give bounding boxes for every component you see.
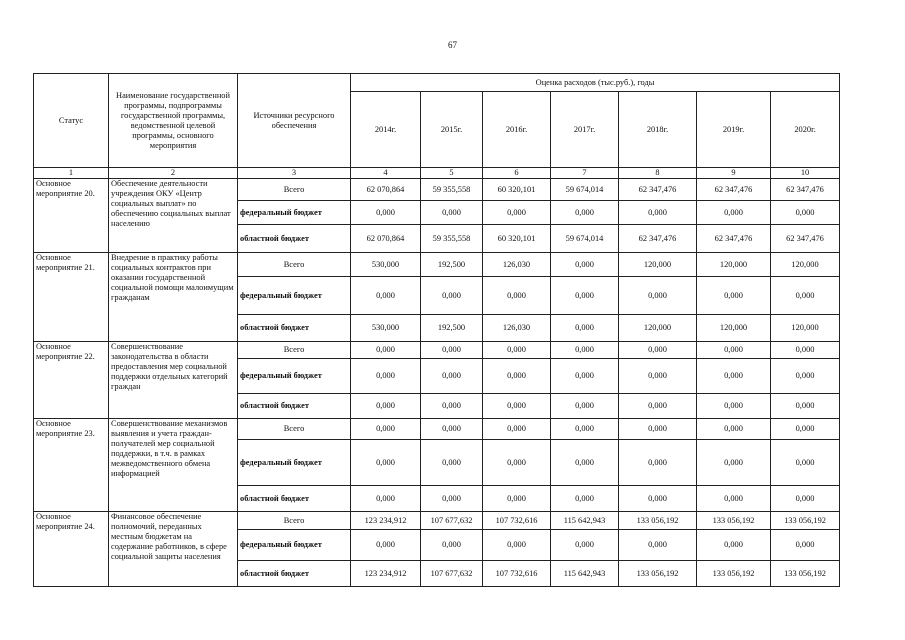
table-row: [34, 253, 840, 277]
value-cell: 0,000: [697, 394, 771, 419]
source-cell: федеральный бюджет: [238, 530, 351, 561]
value-cell: 107 677,632: [421, 561, 483, 587]
value-cell: 123 234,912: [351, 512, 421, 530]
source-cell: федеральный бюджет: [238, 277, 351, 315]
table-row: [34, 179, 840, 201]
header-year: 2017г.: [551, 92, 619, 168]
value-cell: 0,000: [697, 201, 771, 225]
status-cell: Основное мероприятие 24.: [34, 512, 109, 587]
table-row: [34, 342, 840, 359]
value-cell: 0,000: [771, 530, 840, 561]
value-cell: 0,000: [421, 201, 483, 225]
value-cell: 0,000: [619, 486, 697, 512]
value-cell: 0,000: [351, 486, 421, 512]
value-cell: 133 056,192: [697, 512, 771, 530]
value-cell: 0,000: [697, 342, 771, 359]
value-cell: 0,000: [697, 486, 771, 512]
value-cell: 530,000: [351, 253, 421, 277]
value-cell: 0,000: [551, 315, 619, 342]
value-cell: 0,000: [619, 201, 697, 225]
value-cell: 0,000: [619, 359, 697, 394]
value-cell: 0,000: [771, 277, 840, 315]
value-cell: 62 347,476: [697, 225, 771, 253]
value-cell: 0,000: [697, 359, 771, 394]
source-cell: федеральный бюджет: [238, 440, 351, 486]
value-cell: 120,000: [619, 315, 697, 342]
value-cell: 0,000: [771, 440, 840, 486]
value-cell: 192,500: [421, 253, 483, 277]
source-cell: областной бюджет: [238, 225, 351, 253]
measure-name-cell: Совершенствование законодательства в области предоставления мер социальной поддержки отдельных категорий граждан: [109, 342, 238, 419]
value-cell: 126,030: [483, 315, 551, 342]
value-cell: 0,000: [483, 359, 551, 394]
header-row: [34, 74, 840, 92]
value-cell: 115 642,943: [551, 512, 619, 530]
value-cell: 0,000: [551, 342, 619, 359]
source-cell: Всего: [238, 419, 351, 440]
measure-name-cell: Финансовое обеспечение полномочий, переданных местным бюджетам на содержание работников, в сфере социальной защиты населения: [109, 512, 238, 587]
header-estimate: Оценка расходов (тыс.руб.), годы: [351, 74, 840, 92]
value-cell: 133 056,192: [771, 512, 840, 530]
value-cell: 0,000: [483, 419, 551, 440]
value-cell: 0,000: [351, 530, 421, 561]
value-cell: 0,000: [619, 530, 697, 561]
value-cell: 120,000: [619, 253, 697, 277]
value-cell: 120,000: [771, 253, 840, 277]
value-cell: 0,000: [421, 530, 483, 561]
status-cell: Основное мероприятие 23.: [34, 419, 109, 512]
source-cell: областной бюджет: [238, 561, 351, 587]
source-cell: Всего: [238, 512, 351, 530]
value-cell: 133 056,192: [697, 561, 771, 587]
value-cell: 0,000: [771, 359, 840, 394]
table-row: [34, 419, 840, 440]
value-cell: 0,000: [351, 359, 421, 394]
expenditure-table: [33, 73, 840, 587]
header-year: 2015г.: [421, 92, 483, 168]
value-cell: 107 732,616: [483, 512, 551, 530]
value-cell: 0,000: [697, 530, 771, 561]
value-cell: 0,000: [551, 394, 619, 419]
source-cell: федеральный бюджет: [238, 201, 351, 225]
value-cell: 0,000: [771, 394, 840, 419]
value-cell: 0,000: [483, 530, 551, 561]
value-cell: 62 347,476: [619, 179, 697, 201]
value-cell: 60 320,101: [483, 179, 551, 201]
value-cell: 0,000: [697, 419, 771, 440]
column-number: 5: [421, 168, 483, 179]
value-cell: 0,000: [483, 440, 551, 486]
measure-name-cell: Совершенствование механизмов выявления и учета граждан-получателей мер социальной поддержки, в т.ч. в рамках межведомственного обмена информацией: [109, 419, 238, 512]
measure-name-cell: Обеспечение деятельности учреждения ОКУ «Центр социальных выплат» по обеспечению социальных выплат населению: [109, 179, 238, 253]
value-cell: 0,000: [421, 359, 483, 394]
value-cell: 192,500: [421, 315, 483, 342]
column-number: 2: [109, 168, 238, 179]
header-year: 2019г.: [697, 92, 771, 168]
source-cell: Всего: [238, 342, 351, 359]
value-cell: 0,000: [771, 419, 840, 440]
value-cell: 0,000: [619, 394, 697, 419]
value-cell: 0,000: [551, 359, 619, 394]
value-cell: 0,000: [551, 440, 619, 486]
value-cell: 0,000: [421, 277, 483, 315]
status-cell: Основное мероприятие 20.: [34, 179, 109, 253]
value-cell: 62 347,476: [771, 225, 840, 253]
column-number: 9: [697, 168, 771, 179]
value-cell: 0,000: [421, 440, 483, 486]
column-number: 6: [483, 168, 551, 179]
value-cell: 0,000: [551, 530, 619, 561]
status-cell: Основное мероприятие 22.: [34, 342, 109, 419]
value-cell: 123 234,912: [351, 561, 421, 587]
source-cell: областной бюджет: [238, 315, 351, 342]
value-cell: 0,000: [619, 277, 697, 315]
value-cell: 62 070,864: [351, 179, 421, 201]
value-cell: 126,030: [483, 253, 551, 277]
value-cell: 0,000: [697, 277, 771, 315]
value-cell: 0,000: [483, 394, 551, 419]
source-cell: областной бюджет: [238, 486, 351, 512]
value-cell: 0,000: [351, 342, 421, 359]
source-cell: областной бюджет: [238, 394, 351, 419]
value-cell: 62 347,476: [619, 225, 697, 253]
value-cell: 133 056,192: [771, 561, 840, 587]
column-number: 1: [34, 168, 109, 179]
value-cell: 0,000: [483, 342, 551, 359]
value-cell: 0,000: [421, 419, 483, 440]
value-cell: 0,000: [421, 394, 483, 419]
value-cell: 0,000: [771, 201, 840, 225]
value-cell: 59 674,014: [551, 225, 619, 253]
column-number: 3: [238, 168, 351, 179]
source-cell: Всего: [238, 179, 351, 201]
value-cell: 120,000: [697, 315, 771, 342]
value-cell: 0,000: [551, 486, 619, 512]
header-year: 2016г.: [483, 92, 551, 168]
value-cell: 120,000: [771, 315, 840, 342]
value-cell: 120,000: [697, 253, 771, 277]
value-cell: 60 320,101: [483, 225, 551, 253]
value-cell: 0,000: [551, 253, 619, 277]
source-cell: федеральный бюджет: [238, 359, 351, 394]
value-cell: 0,000: [771, 486, 840, 512]
column-number: 4: [351, 168, 421, 179]
value-cell: 62 347,476: [697, 179, 771, 201]
value-cell: 0,000: [351, 440, 421, 486]
column-number: 8: [619, 168, 697, 179]
value-cell: 530,000: [351, 315, 421, 342]
value-cell: 107 677,632: [421, 512, 483, 530]
value-cell: 0,000: [619, 440, 697, 486]
value-cell: 0,000: [551, 201, 619, 225]
value-cell: 0,000: [551, 419, 619, 440]
header-year: 2018г.: [619, 92, 697, 168]
value-cell: 115 642,943: [551, 561, 619, 587]
value-cell: 0,000: [697, 440, 771, 486]
value-cell: 59 355,558: [421, 225, 483, 253]
value-cell: 0,000: [483, 201, 551, 225]
value-cell: 0,000: [351, 419, 421, 440]
measure-name-cell: Внедрение в практику работы социальных контрактов при оказании государственной социальной помощи малоимущим гражданам: [109, 253, 238, 342]
column-number: 10: [771, 168, 840, 179]
column-number: 7: [551, 168, 619, 179]
column-numbers-row: [34, 168, 840, 179]
value-cell: 0,000: [351, 277, 421, 315]
value-cell: 62 347,476: [771, 179, 840, 201]
value-cell: 0,000: [483, 277, 551, 315]
status-cell: Основное мероприятие 21.: [34, 253, 109, 342]
value-cell: 59 674,014: [551, 179, 619, 201]
value-cell: 0,000: [551, 277, 619, 315]
header-year: 2020г.: [771, 92, 840, 168]
value-cell: 0,000: [619, 342, 697, 359]
source-cell: Всего: [238, 253, 351, 277]
table-row: [34, 512, 840, 530]
value-cell: 107 732,616: [483, 561, 551, 587]
page-number: 67: [448, 40, 457, 50]
value-cell: 0,000: [771, 342, 840, 359]
value-cell: 0,000: [619, 419, 697, 440]
value-cell: 133 056,192: [619, 561, 697, 587]
value-cell: 0,000: [351, 394, 421, 419]
value-cell: 0,000: [421, 342, 483, 359]
header-source: Источники ресурсного обеспечения: [238, 74, 351, 168]
value-cell: 133 056,192: [619, 512, 697, 530]
value-cell: 59 355,558: [421, 179, 483, 201]
header-name: Наименование государственной программы, подпрограммы государственной программы, ведомственной целевой программы, основного мероприятия: [109, 74, 238, 168]
value-cell: 0,000: [483, 486, 551, 512]
header-status: Статус: [34, 74, 109, 168]
value-cell: 62 070,864: [351, 225, 421, 253]
value-cell: 0,000: [421, 486, 483, 512]
header-year: 2014г.: [351, 92, 421, 168]
value-cell: 0,000: [351, 201, 421, 225]
